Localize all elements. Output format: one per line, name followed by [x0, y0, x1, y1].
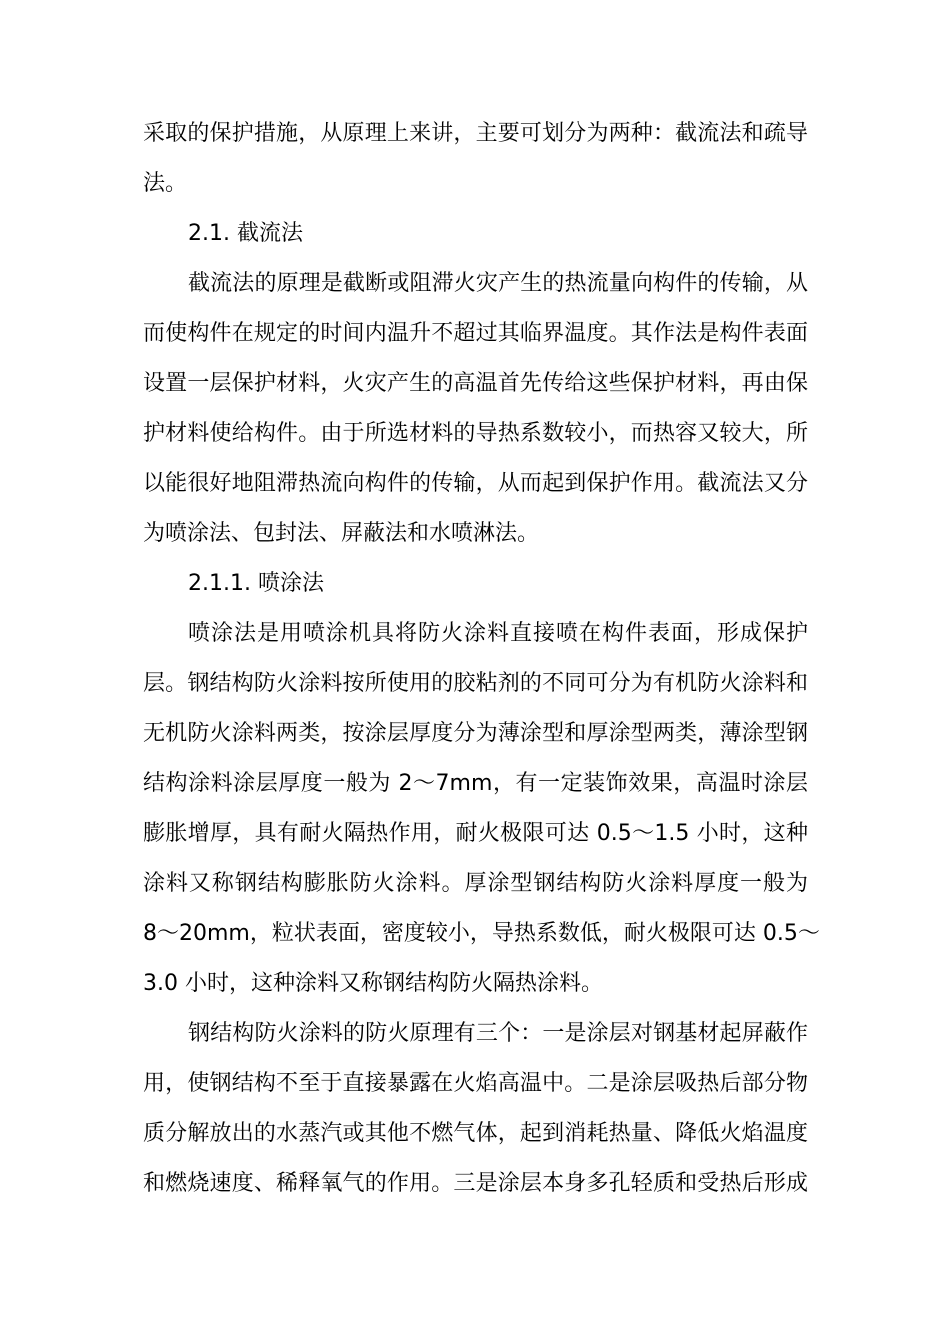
- paragraph-line-20: 和燃烧速度、稀释氧气的作用。三是涂层本身多孔轻质和受热后形成: [143, 1171, 808, 1196]
- paragraph-line-16: 3.0 小时，这种涂料又称钢结构防火隔热涂料。: [143, 971, 603, 996]
- paragraph-line-2: 法。: [143, 171, 188, 196]
- paragraph-line-8: 为喷涂法、包封法、屏蔽法和水喷淋法。: [143, 521, 540, 546]
- paragraph-line-17: 钢结构防火涂料的防火原理有三个：一是涂层对钢基材起屏蔽作: [188, 1021, 808, 1046]
- paragraph-line-9: 喷涂法是用喷涂机具将防火涂料直接喷在构件表面，形成保护: [188, 621, 808, 646]
- paragraph-line-13: 膨胀增厚，具有耐火隔热作用，耐火极限可达 0.5～1.5 小时，这种: [143, 821, 808, 846]
- paragraph-line-1: 采取的保护措施，从原理上来讲，主要可划分为两种：截流法和疏导: [143, 121, 808, 146]
- paragraph-line-5: 设置一层保护材料，火灾产生的高温首先传给这些保护材料，再由保: [143, 371, 808, 396]
- paragraph-line-15: 8～20mm，粒状表面，密度较小，导热系数低，耐火极限可达 0.5～: [143, 921, 820, 946]
- paragraph-line-3: 截流法的原理是截断或阻滞火灾产生的热流量向构件的传输，从: [188, 271, 808, 296]
- paragraph-line-4: 而使构件在规定的时间内温升不超过其临界温度。其作法是构件表面: [143, 321, 808, 346]
- section-heading-2-1: 2.1. 截流法: [188, 221, 303, 246]
- paragraph-line-10: 层。钢结构防火涂料按所使用的胶粘剂的不同可分为有机防火涂料和: [143, 671, 808, 696]
- paragraph-line-7: 以能很好地阻滞热流向构件的传输，从而起到保护作用。截流法又分: [143, 471, 808, 496]
- section-heading-2-1-1: 2.1.1. 喷涂法: [188, 571, 324, 596]
- paragraph-line-19: 质分解放出的水蒸汽或其他不燃气体，起到消耗热量、降低火焰温度: [143, 1121, 808, 1146]
- paragraph-line-6: 护材料使给构件。由于所选材料的导热系数较小，而热容又较大，所: [143, 421, 808, 446]
- paragraph-line-11: 无机防火涂料两类，按涂层厚度分为薄涂型和厚涂型两类，薄涂型钢: [143, 721, 808, 746]
- paragraph-line-12: 结构涂料涂层厚度一般为 2～7mm，有一定装饰效果，高温时涂层: [143, 771, 808, 796]
- paragraph-line-18: 用，使钢结构不至于直接暴露在火焰高温中。二是涂层吸热后部分物: [143, 1071, 808, 1096]
- paragraph-line-14: 涂料又称钢结构膨胀防火涂料。厚涂型钢结构防火涂料厚度一般为: [143, 871, 808, 896]
